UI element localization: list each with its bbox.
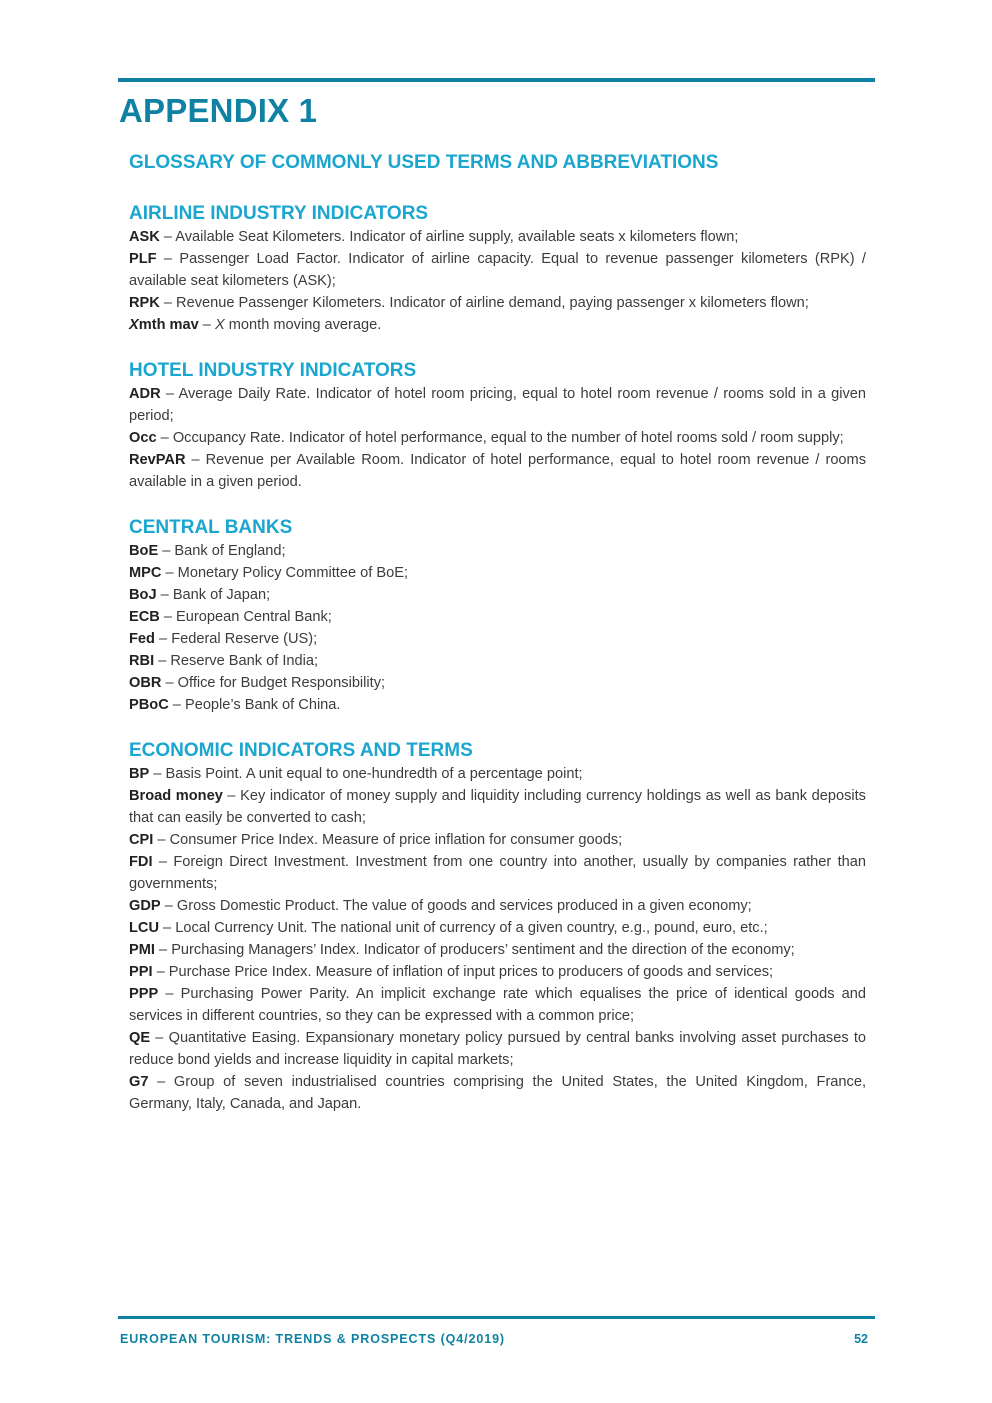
glossary-entry: [129, 314, 866, 336]
term-abbreviation: BP: [129, 766, 150, 782]
glossary-section: [129, 516, 866, 716]
term-abbreviation: GDP: [129, 898, 161, 914]
definition-variable: X: [214, 317, 225, 333]
glossary-term: [129, 587, 157, 603]
glossary-definition: Bank of Japan;: [172, 587, 271, 603]
term-separator: –: [156, 587, 173, 603]
term-separator: –: [158, 986, 181, 1002]
glossary-definition: Consumer Price Index. Measure of price inflation for consumer goods;: [169, 832, 623, 848]
glossary-term: [129, 942, 155, 958]
term-separator: –: [159, 229, 176, 245]
glossary-term: [129, 317, 199, 333]
term-abbreviation: MPC: [129, 565, 162, 581]
term-abbreviation: Fed: [129, 631, 155, 647]
glossary-definition: Office for Budget Responsibility;: [177, 675, 386, 691]
glossary-entry: [129, 694, 866, 716]
glossary-term: [129, 986, 158, 1002]
glossary-definition: Revenue Passenger Kilometers. Indicator of airline demand, paying passenger x kilometers flown;: [176, 295, 809, 311]
term-separator: –: [154, 942, 172, 958]
term-abbreviation: PBoC: [129, 697, 169, 713]
glossary-title: GLOSSARY OF COMMONLY USED TERMS AND ABBREVIATIONS: [129, 152, 719, 173]
term-separator: –: [154, 631, 172, 647]
glossary-definition: European Central Bank;: [176, 609, 332, 625]
glossary-definition: Local Currency Unit. The national unit of currency of a given country, e.g., pound, euro, etc.;: [175, 920, 768, 936]
glossary-entry: [129, 1071, 866, 1115]
term-separator: –: [148, 1074, 174, 1090]
glossary-definition: Monetary Policy Committee of BoE;: [177, 565, 409, 581]
glossary-entry: [129, 292, 866, 314]
term-separator: –: [154, 653, 171, 669]
glossary-definition: Purchasing Managers’ Index. Indicator of producers’ sentiment and the direction of the economy;: [171, 942, 795, 958]
glossary-entry: [129, 961, 866, 983]
glossary-entry: [129, 383, 866, 427]
glossary-entry: [129, 1027, 866, 1071]
page-number: 52: [854, 1332, 868, 1346]
term-separator: –: [149, 766, 166, 782]
glossary-entry: [129, 650, 866, 672]
glossary-entry: [129, 672, 866, 694]
term-separator: –: [156, 430, 173, 446]
glossary-term: [129, 766, 149, 782]
glossary-term: [129, 430, 157, 446]
glossary-term: [129, 609, 160, 625]
term-abbreviation: ECB: [129, 609, 160, 625]
glossary-section: [129, 739, 866, 1115]
glossary-sections: [129, 202, 866, 1115]
term-abbreviation: ASK: [129, 229, 160, 245]
glossary-term: [129, 854, 153, 870]
glossary-term: [129, 1030, 150, 1046]
term-abbreviation: PPP: [129, 986, 159, 1002]
glossary-term: [129, 452, 186, 468]
glossary-entry: [129, 785, 866, 829]
glossary-definition: Group of seven industrialised countries comprising the United States, the United Kingdom, France, Germany, Italy, Canada, and Japan.: [129, 1074, 867, 1112]
section-heading: ECONOMIC INDICATORS AND TERMS: [129, 740, 473, 761]
glossary-definition: Occupancy Rate. Indicator of hotel performance, equal to the number of hotel rooms sold / room supply;: [172, 430, 844, 446]
term-abbreviation: OBR: [129, 675, 162, 691]
term-separator: –: [158, 543, 175, 559]
glossary-entry: [129, 584, 866, 606]
glossary-definition: Reserve Bank of India;: [170, 653, 319, 669]
glossary-definition: Bank of England;: [174, 543, 286, 559]
term-abbreviation: Broad money: [129, 788, 223, 804]
term-abbreviation: LCU: [129, 920, 159, 936]
glossary-definition: Revenue per Available Room. Indicator of hotel performance, equal to hotel room revenue / rooms available in a given period.: [129, 452, 867, 490]
term-abbreviation: BoE: [129, 543, 159, 559]
glossary-term: [129, 920, 159, 936]
term-abbreviation: mth mav: [138, 317, 199, 333]
glossary-entry: [129, 540, 866, 562]
glossary-definition: Quantitative Easing. Expansionary monetary policy pursued by central banks involving asset purchases to reduce bond yields and increase liquidity in capital markets;: [129, 1030, 866, 1068]
glossary-entry: [129, 983, 866, 1027]
section-heading: AIRLINE INDUSTRY INDICATORS: [129, 203, 429, 224]
term-variable: X: [129, 317, 139, 333]
glossary-entry: [129, 427, 866, 449]
glossary-definition: Average Daily Rate. Indicator of hotel room pricing, equal to hotel room revenue / rooms sold in a given period;: [129, 386, 866, 424]
section-heading: HOTEL INDUSTRY INDICATORS: [129, 360, 417, 381]
glossary-definition: Key indicator of money supply and liquidity including currency holdings as well as bank deposits that can easily be converted to cash;: [129, 788, 866, 826]
term-separator: –: [222, 788, 241, 804]
term-separator: –: [152, 854, 174, 870]
term-abbreviation: ADR: [129, 386, 161, 402]
term-separator: –: [150, 1030, 169, 1046]
top-divider: [118, 78, 875, 82]
term-abbreviation: BoJ: [129, 587, 157, 603]
footer-divider: [118, 1316, 875, 1319]
glossary-definition: Gross Domestic Product. The value of goods and services produced in a given economy;: [176, 898, 752, 914]
glossary-entry: [129, 763, 866, 785]
glossary-term: [129, 675, 161, 691]
glossary-definition: month moving average.: [224, 317, 382, 333]
glossary-definition: Federal Reserve (US);: [171, 631, 318, 647]
footer-title: EUROPEAN TOURISM: TRENDS & PROSPECTS (Q4/2019): [120, 1332, 505, 1346]
glossary-entry: [129, 606, 866, 628]
glossary-term: [129, 832, 153, 848]
glossary-entry: [129, 449, 866, 493]
glossary-entry: [129, 895, 866, 917]
glossary-definition: Purchasing Power Parity. An implicit exchange rate which equalises the price of identical goods and services in different countries, so they can be expressed with a common price;: [129, 986, 866, 1024]
term-separator: –: [153, 832, 170, 848]
glossary-term: [129, 251, 157, 267]
glossary-term: [129, 1074, 148, 1090]
glossary-section: [129, 202, 866, 336]
glossary-term: [129, 964, 153, 980]
glossary-entry: [129, 829, 866, 851]
glossary-definition: Basis Point. A unit equal to one-hundredth of a percentage point;: [165, 766, 583, 782]
term-abbreviation: G7: [129, 1074, 149, 1090]
term-separator: –: [152, 964, 169, 980]
term-separator: –: [185, 452, 206, 468]
term-separator: –: [159, 920, 176, 936]
page-title: APPENDIX 1: [119, 92, 318, 129]
glossary-definition: Foreign Direct Investment. Investment from one country into another, usually by companies rather than governments;: [129, 854, 866, 892]
term-abbreviation: FDI: [129, 854, 153, 870]
glossary-section: [129, 359, 866, 493]
term-separator: –: [161, 675, 178, 691]
term-abbreviation: PLF: [129, 251, 157, 267]
glossary-definition: Purchase Price Index. Measure of inflation of input prices to producers of goods and services;: [168, 964, 774, 980]
term-abbreviation: RBI: [129, 653, 155, 669]
glossary-definition: Passenger Load Factor. Indicator of airline capacity. Equal to revenue passenger kilometers (RPK) / available seat kilometers (ASK);: [129, 251, 866, 289]
term-abbreviation: RPK: [129, 295, 160, 311]
glossary-term: [129, 697, 169, 713]
term-abbreviation: Occ: [129, 430, 157, 446]
glossary-term: [129, 788, 223, 804]
glossary-term: [129, 543, 158, 559]
glossary-term: [129, 565, 161, 581]
term-separator: –: [160, 386, 179, 402]
glossary-entry: [129, 226, 866, 248]
glossary-entry: [129, 628, 866, 650]
glossary-term: [129, 653, 154, 669]
section-heading: CENTRAL BANKS: [129, 517, 293, 538]
glossary-definition: Available Seat Kilometers. Indicator of airline supply, available seats x kilometers flown;: [175, 229, 739, 245]
term-separator: –: [161, 565, 178, 581]
term-separator: –: [160, 898, 177, 914]
glossary-term: [129, 386, 161, 402]
term-abbreviation: CPI: [129, 832, 154, 848]
glossary-term: [129, 229, 160, 245]
glossary-entry: [129, 562, 866, 584]
glossary-term: [129, 295, 160, 311]
glossary-entry: [129, 248, 866, 292]
glossary-term: [129, 631, 155, 647]
glossary-term: [129, 898, 161, 914]
term-abbreviation: PPI: [129, 964, 153, 980]
glossary-entry: [129, 939, 866, 961]
term-separator: –: [198, 317, 215, 333]
term-abbreviation: QE: [129, 1030, 151, 1046]
term-abbreviation: RevPAR: [129, 452, 186, 468]
term-separator: –: [156, 251, 180, 267]
term-abbreviation: PMI: [129, 942, 155, 958]
glossary-content: [129, 150, 866, 1138]
glossary-definition: People’s Bank of China.: [184, 697, 341, 713]
term-separator: –: [168, 697, 185, 713]
term-separator: –: [159, 295, 177, 311]
glossary-entry: [129, 917, 866, 939]
glossary-entry: [129, 851, 866, 895]
term-separator: –: [159, 609, 177, 625]
